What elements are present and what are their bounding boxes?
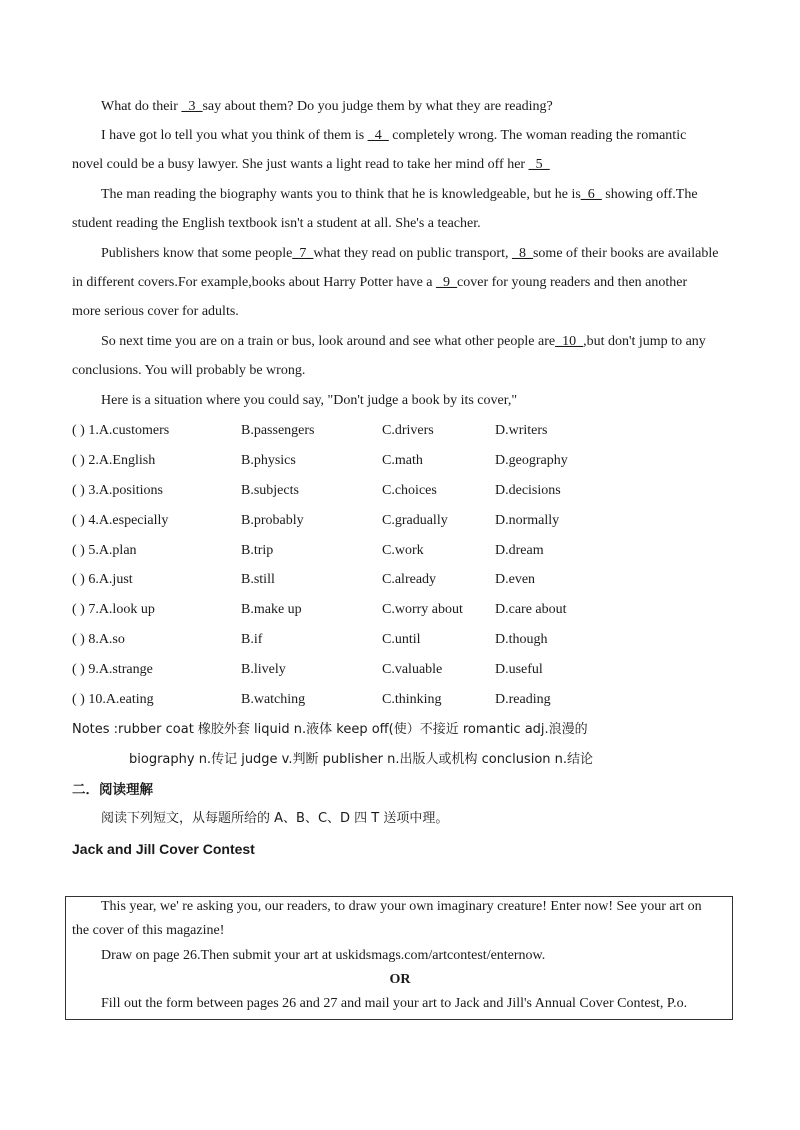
option-b: B.probably bbox=[241, 513, 304, 528]
option-d: D.dream bbox=[495, 543, 544, 558]
article-title: Jack and Jill Cover Contest bbox=[72, 841, 255, 857]
option-row bbox=[72, 660, 732, 680]
blank-4: _4_ bbox=[367, 128, 389, 143]
box-line: Draw on page 26.Then submit your art at uskidsmags.com/artcontest/enternow. bbox=[101, 948, 546, 963]
passage-line bbox=[101, 332, 706, 352]
option-b: B.physics bbox=[241, 453, 296, 468]
text: cover for young readers and then another bbox=[457, 275, 688, 290]
text: say about them? Do you judge them by what they are reading? bbox=[202, 99, 553, 114]
blank-7: _7_ bbox=[292, 246, 314, 261]
option-c: C.work bbox=[382, 543, 424, 558]
option-row bbox=[72, 451, 732, 471]
option-d: D.writers bbox=[495, 423, 548, 438]
box-line: Fill out the form between pages 26 and 27 and mail your art to Jack and Jill's Annual Cover Contest, P.o. bbox=[101, 996, 688, 1011]
text: in different covers.For example,books about Harry Potter have a bbox=[72, 275, 437, 290]
option-row bbox=[72, 570, 732, 590]
option-c: C.thinking bbox=[382, 692, 442, 707]
option-row bbox=[72, 541, 732, 561]
option-row bbox=[72, 600, 732, 620]
option-d: D.though bbox=[495, 632, 548, 647]
option-c: C.choices bbox=[382, 483, 437, 498]
notes-line-2: biography n.传记 judge v.判断 publisher n.出版人或机构 conclusion n.结论 bbox=[129, 752, 594, 767]
option-a: ( ) 1.A.customers bbox=[72, 423, 170, 438]
passage-line bbox=[101, 185, 698, 205]
option-row bbox=[72, 511, 732, 531]
option-d: D.reading bbox=[495, 692, 551, 707]
blank-10: _10_ bbox=[555, 334, 584, 349]
passage-line bbox=[101, 244, 718, 264]
option-c: C.until bbox=[382, 632, 421, 647]
blank-6: _6_ bbox=[580, 187, 602, 202]
option-c: C.worry about bbox=[382, 602, 463, 617]
box-line: This year, we' re asking you, our readers, to draw your own imaginary creature! Enter now! See your art on bbox=[101, 899, 702, 914]
blank-3: _3_ bbox=[181, 99, 203, 114]
option-b: B.passengers bbox=[241, 423, 315, 438]
blank-8: _8_ bbox=[511, 246, 533, 261]
option-a: ( ) 4.A.especially bbox=[72, 513, 169, 528]
passage-line bbox=[101, 126, 686, 146]
text: completely wrong. The woman reading the romantic bbox=[388, 128, 687, 143]
text: what they read on public transport, bbox=[313, 246, 512, 261]
text: What do their bbox=[101, 99, 182, 114]
option-b: B.make up bbox=[241, 602, 302, 617]
text: showing off.The bbox=[601, 187, 698, 202]
text: some of their books are available bbox=[532, 246, 719, 261]
text: So next time you are on a train or bus, look around and see what other people are bbox=[101, 334, 556, 349]
passage-line: more serious cover for adults. bbox=[72, 304, 239, 319]
option-row bbox=[72, 421, 732, 441]
box-line: the cover of this magazine! bbox=[72, 923, 225, 938]
text: novel could be a busy lawyer. She just wants a light read to take her mind off her bbox=[72, 157, 529, 172]
option-d: D.geography bbox=[495, 453, 568, 468]
option-c: C.math bbox=[382, 453, 423, 468]
passage-line bbox=[72, 155, 550, 175]
option-d: D.useful bbox=[495, 662, 543, 677]
option-b: B.subjects bbox=[241, 483, 299, 498]
option-b: B.still bbox=[241, 572, 275, 587]
option-row bbox=[72, 630, 732, 650]
option-d: D.care about bbox=[495, 602, 567, 617]
option-b: B.lively bbox=[241, 662, 286, 677]
text: The man reading the biography wants you to think that he is knowledgeable, but he is bbox=[101, 187, 581, 202]
option-a: ( ) 9.A.strange bbox=[72, 662, 153, 677]
text: ,but don't jump to any bbox=[583, 334, 706, 349]
passage-line bbox=[101, 97, 553, 117]
option-a: ( ) 10.A.eating bbox=[72, 692, 154, 707]
option-row bbox=[72, 690, 732, 710]
section-instruction: 阅读下列短文，从每题所给的 A、B、C、D 四 T 送项中理。 bbox=[101, 811, 449, 826]
text: Publishers know that some people bbox=[101, 246, 293, 261]
option-d: D.decisions bbox=[495, 483, 561, 498]
or-separator: OR bbox=[389, 972, 411, 987]
option-a: ( ) 5.A.plan bbox=[72, 543, 137, 558]
option-c: C.gradually bbox=[382, 513, 448, 528]
option-c: C.valuable bbox=[382, 662, 443, 677]
option-a: ( ) 3.A.positions bbox=[72, 483, 163, 498]
blank-9: _9_ bbox=[436, 275, 458, 290]
passage-line: Here is a situation where you could say, "Don't judge a book by its cover," bbox=[101, 393, 518, 408]
option-d: D.normally bbox=[495, 513, 560, 528]
text: I have got lo tell you what you think of them is bbox=[101, 128, 368, 143]
passage-line: conclusions. You will probably be wrong. bbox=[72, 363, 306, 378]
option-row bbox=[72, 481, 732, 501]
option-b: B.trip bbox=[241, 543, 274, 558]
passage-line: student reading the English textbook isn't a student at all. She's a teacher. bbox=[72, 216, 481, 231]
option-c: C.already bbox=[382, 572, 437, 587]
option-b: B.if bbox=[241, 632, 263, 647]
blank-5: _5_ bbox=[528, 157, 550, 172]
notes-line-1: Notes :rubber coat 橡胶外套 liquid n.液体 keep off(使）不接近 romantic adj.浪漫的 bbox=[72, 722, 588, 737]
option-b: B.watching bbox=[241, 692, 306, 707]
option-a: ( ) 7.A.look up bbox=[72, 602, 155, 617]
passage-line bbox=[72, 273, 687, 293]
option-a: ( ) 8.A.so bbox=[72, 632, 125, 647]
section-heading: 二．阅读理解 bbox=[72, 782, 153, 798]
option-a: ( ) 2.A.English bbox=[72, 453, 156, 468]
option-d: D.even bbox=[495, 572, 536, 587]
option-a: ( ) 6.A.just bbox=[72, 572, 133, 587]
option-c: C.drivers bbox=[382, 423, 434, 438]
